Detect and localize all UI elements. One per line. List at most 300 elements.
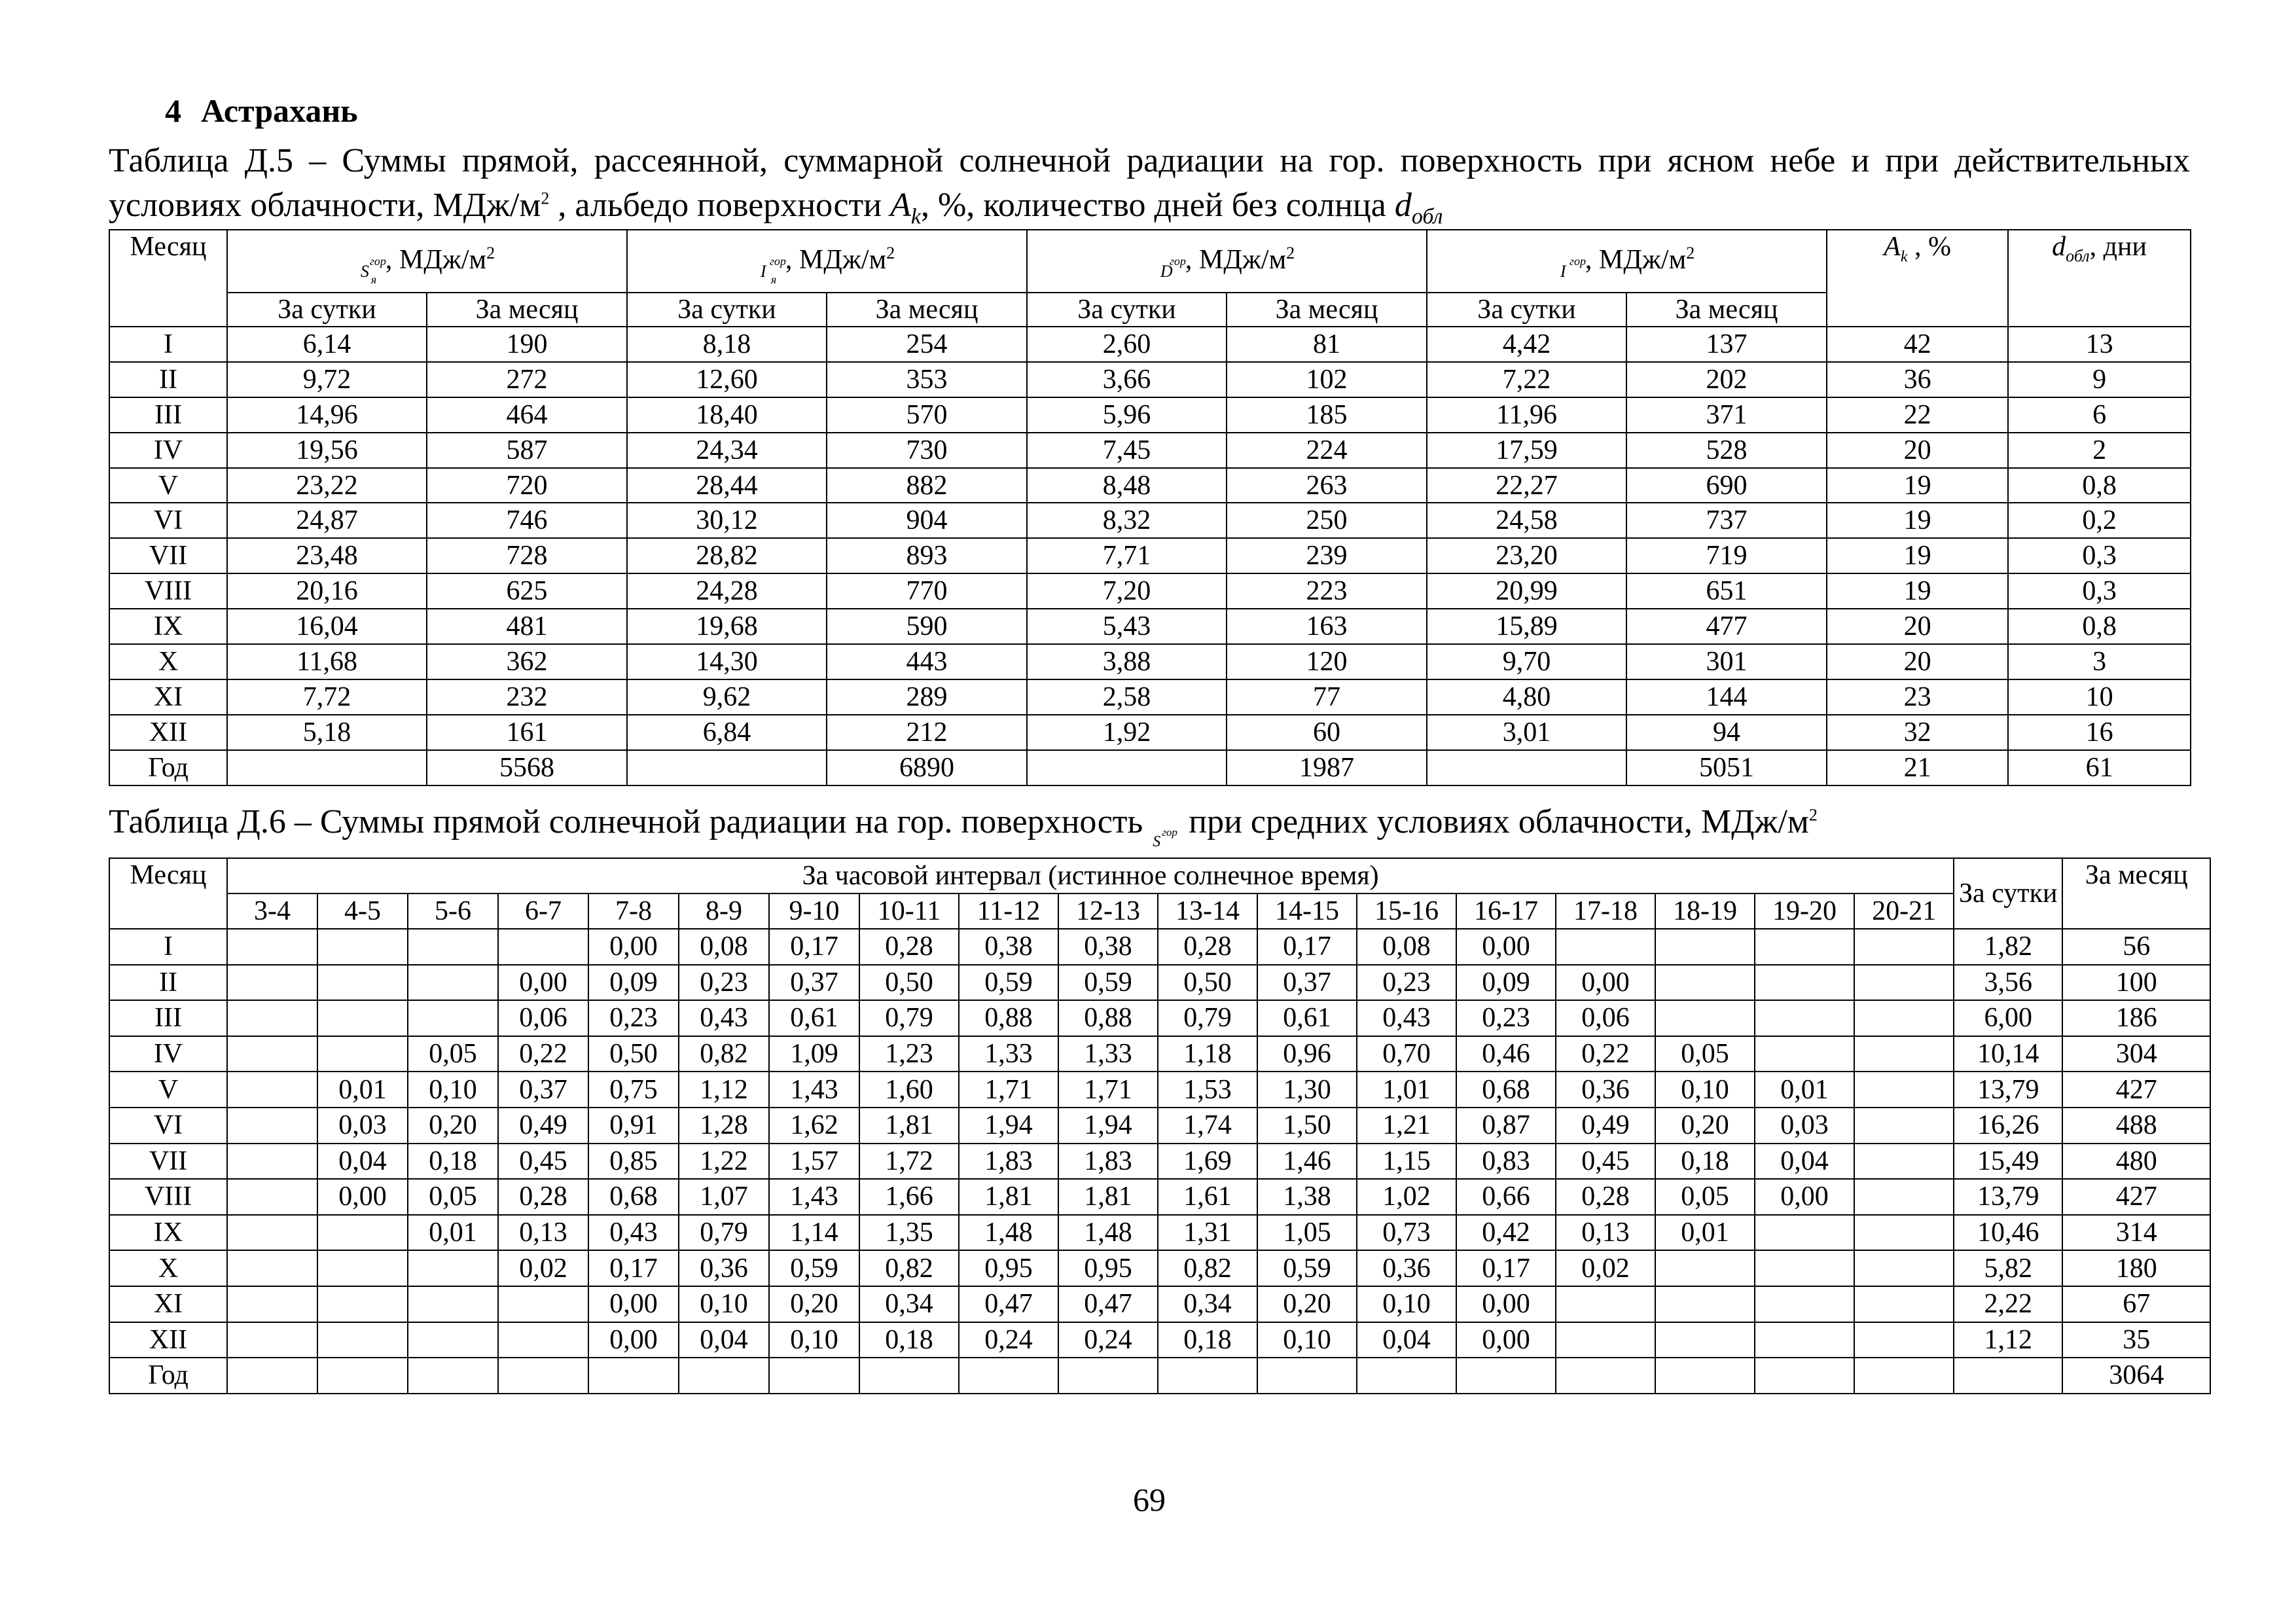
value-cell: 0,13	[498, 1215, 588, 1251]
table-row	[109, 1000, 2210, 1036]
value-cell: 651	[1626, 573, 1827, 609]
value-cell: 0,00	[1556, 965, 1655, 1001]
value-cell: 0,00	[317, 1179, 408, 1215]
value-cell: 0,01	[408, 1215, 498, 1251]
month-cell: VIII	[109, 1179, 227, 1215]
value-cell: 2	[2008, 433, 2191, 468]
value-cell: 7,20	[1027, 573, 1227, 609]
value-cell: 0,70	[1357, 1036, 1456, 1072]
value-cell: 1,69	[1158, 1144, 1257, 1180]
value-cell: 0,36	[1556, 1072, 1655, 1108]
value-cell: 5,82	[1954, 1250, 2062, 1286]
value-cell: 0,05	[408, 1036, 498, 1072]
value-cell: 20,16	[227, 573, 427, 609]
value-cell	[1755, 1322, 1854, 1358]
value-cell: 904	[827, 503, 1027, 538]
total-actual-header: I гор , МДж/$м^2$	[1427, 230, 1827, 293]
value-cell	[1655, 965, 1755, 1001]
table-row	[109, 715, 2191, 750]
table-row	[109, 750, 2191, 785]
value-cell: 1,33	[959, 1036, 1058, 1072]
value-cell	[1655, 1286, 1755, 1322]
value-cell: 212	[827, 715, 1027, 750]
value-cell: 0,04	[317, 1144, 408, 1180]
value-cell: 30,12	[627, 503, 827, 538]
per-month-header: За месяц	[1227, 293, 1427, 327]
value-cell: 730	[827, 433, 1027, 468]
value-cell	[408, 965, 498, 1001]
value-cell: 3,66	[1027, 362, 1227, 397]
value-cell	[498, 1358, 588, 1394]
value-cell	[317, 1250, 408, 1286]
caption-subscript: обл	[1411, 204, 1443, 229]
caption-text: , %, количество дней без солнца	[920, 187, 1395, 224]
value-cell: 0,43	[1357, 1000, 1456, 1036]
value-cell	[1854, 1250, 1954, 1286]
value-cell: 371	[1626, 397, 1827, 433]
value-cell: 1,57	[769, 1144, 859, 1180]
caption-symbol: d	[1394, 187, 1412, 224]
value-cell	[1655, 1358, 1755, 1394]
value-cell: 0,10	[1257, 1322, 1357, 1358]
value-cell: 0,06	[1556, 1000, 1655, 1036]
value-cell: 0,49	[498, 1108, 588, 1144]
value-cell	[227, 1072, 317, 1108]
value-cell: 1,81	[859, 1108, 959, 1144]
value-cell: 0,83	[1456, 1144, 1556, 1180]
value-cell: 0,37	[1257, 965, 1357, 1001]
per-month-header: За месяц	[2062, 858, 2210, 929]
value-cell: 0,43	[679, 1000, 769, 1036]
value-cell: 0,59	[1058, 965, 1158, 1001]
table-row	[109, 1072, 2210, 1108]
value-cell: 22,27	[1427, 468, 1626, 503]
table-row	[109, 1215, 2210, 1251]
value-cell: 1,12	[679, 1072, 769, 1108]
value-cell: 770	[827, 573, 1027, 609]
value-cell	[227, 1000, 317, 1036]
value-cell: 353	[827, 362, 1027, 397]
value-cell	[317, 1215, 408, 1251]
month-cell: II	[109, 362, 227, 397]
value-cell: 24,28	[627, 573, 827, 609]
value-cell: 1,21	[1357, 1108, 1456, 1144]
value-cell	[227, 965, 317, 1001]
value-cell	[1456, 1358, 1556, 1394]
value-cell: 728	[427, 538, 627, 573]
value-cell: 15,49	[1954, 1144, 2062, 1180]
value-cell: 0,36	[679, 1250, 769, 1286]
value-cell: 1,07	[679, 1179, 769, 1215]
value-cell	[1755, 1036, 1854, 1072]
interval-cell: 4-5	[317, 893, 408, 929]
value-cell: 0,38	[1058, 929, 1158, 965]
value-cell: 1,09	[769, 1036, 859, 1072]
value-cell	[1854, 1358, 1954, 1394]
table-row	[109, 327, 2191, 362]
sunless-days-header: $d_{обл}$, дни	[2008, 230, 2191, 327]
value-cell	[317, 929, 408, 965]
value-cell: 0,28	[498, 1179, 588, 1215]
table-row	[109, 929, 2210, 965]
value-cell	[679, 1358, 769, 1394]
month-cell: II	[109, 965, 227, 1001]
value-cell: 0,20	[769, 1286, 859, 1322]
month-cell: IV	[109, 1036, 227, 1072]
per-day-header: За сутки	[1427, 293, 1626, 327]
value-cell: 1,92	[1027, 715, 1227, 750]
value-cell: 1,74	[1158, 1108, 1257, 1144]
table-5	[109, 229, 2191, 786]
value-cell	[1027, 750, 1227, 785]
value-cell: 0,42	[1456, 1215, 1556, 1251]
value-cell	[1427, 750, 1626, 785]
table-row	[109, 965, 2210, 1001]
caption-text: при средних условиях облачности, МДж/м	[1180, 803, 1809, 840]
value-cell: 0,37	[769, 965, 859, 1001]
value-cell: 0,10	[679, 1286, 769, 1322]
month-cell: III	[109, 397, 227, 433]
value-cell: 0,79	[1158, 1000, 1257, 1036]
value-cell: 0,79	[859, 1000, 959, 1036]
value-cell	[1755, 1250, 1854, 1286]
value-cell: 0,20	[408, 1108, 498, 1144]
value-cell: 20,99	[1427, 573, 1626, 609]
value-cell	[627, 750, 827, 785]
value-cell: 0,37	[498, 1072, 588, 1108]
value-cell: 1,83	[1058, 1144, 1158, 1180]
value-cell: 0,59	[1257, 1250, 1357, 1286]
value-cell: 23,20	[1427, 538, 1626, 573]
value-cell	[1854, 965, 1954, 1001]
caption-symbol: A	[890, 187, 911, 224]
value-cell: 0,08	[1357, 929, 1456, 965]
value-cell: 0,50	[588, 1036, 679, 1072]
interval-cell: 20-21	[1854, 893, 1954, 929]
value-cell	[959, 1358, 1058, 1394]
value-cell: 0,17	[769, 929, 859, 965]
value-cell: 0,10	[408, 1072, 498, 1108]
value-cell	[1854, 1108, 1954, 1144]
table-row	[109, 468, 2191, 503]
value-cell: 0,28	[1158, 929, 1257, 965]
value-cell: 0,09	[1456, 965, 1556, 1001]
month-cell: VII	[109, 1144, 227, 1180]
value-cell	[1556, 1322, 1655, 1358]
value-cell: 67	[2062, 1286, 2210, 1322]
value-cell	[1655, 1000, 1755, 1036]
value-cell: 0,00	[588, 1286, 679, 1322]
value-cell: 2,60	[1027, 327, 1227, 362]
table-6	[109, 857, 2211, 1394]
value-cell	[408, 1358, 498, 1394]
value-cell: 301	[1626, 644, 1827, 679]
value-cell: 3064	[2062, 1358, 2210, 1394]
value-cell: 1,43	[769, 1179, 859, 1215]
per-day-header: За сутки	[227, 293, 427, 327]
value-cell: 590	[827, 609, 1027, 644]
table-row	[109, 1144, 2210, 1180]
value-cell: 1,60	[859, 1072, 959, 1108]
value-cell	[227, 1144, 317, 1180]
value-cell: 28,82	[627, 538, 827, 573]
value-cell: 1,12	[1954, 1322, 2062, 1358]
value-cell: 477	[1626, 609, 1827, 644]
value-cell	[1854, 1000, 1954, 1036]
value-cell: 263	[1227, 468, 1427, 503]
value-cell: 1,81	[1058, 1179, 1158, 1215]
section-heading	[165, 92, 358, 130]
value-cell	[1854, 1179, 1954, 1215]
value-cell	[498, 1286, 588, 1322]
value-cell: 0,23	[1456, 1000, 1556, 1036]
value-cell: 362	[427, 644, 627, 679]
value-cell: 719	[1626, 538, 1827, 573]
value-cell: 882	[827, 468, 1027, 503]
value-cell	[1556, 1358, 1655, 1394]
value-cell: 10	[2008, 679, 2191, 715]
value-cell: 0,02	[1556, 1250, 1655, 1286]
value-cell: 304	[2062, 1036, 2210, 1072]
caption-superscript: 2	[541, 189, 550, 208]
value-cell	[227, 1108, 317, 1144]
value-cell: 289	[827, 679, 1027, 715]
interval-cell: 14-15	[1257, 893, 1357, 929]
value-cell	[1854, 1286, 1954, 1322]
value-cell: 1,01	[1357, 1072, 1456, 1108]
value-cell: 0,50	[1158, 965, 1257, 1001]
value-cell	[1655, 1250, 1755, 1286]
value-cell	[1755, 929, 1854, 965]
value-cell: 6,00	[1954, 1000, 2062, 1036]
value-cell: 1,94	[1058, 1108, 1158, 1144]
per-day-header: За сутки	[1027, 293, 1227, 327]
value-cell: 1,48	[959, 1215, 1058, 1251]
value-cell: 1,50	[1257, 1108, 1357, 1144]
value-cell: 0,61	[769, 1000, 859, 1036]
table-row	[109, 1286, 2210, 1322]
value-cell	[317, 1322, 408, 1358]
value-cell	[1058, 1358, 1158, 1394]
interval-cell: 3-4	[227, 893, 317, 929]
value-cell: 20	[1827, 644, 2008, 679]
value-cell: 0,28	[859, 929, 959, 965]
value-cell: 2,22	[1954, 1286, 2062, 1322]
value-cell	[408, 1286, 498, 1322]
table-row	[109, 1322, 2210, 1358]
value-cell: 9,72	[227, 362, 427, 397]
caption-text: Таблица Д.6 – Суммы прямой солнечной радиации на гор. поверхность	[109, 803, 1152, 840]
value-cell: 21	[1827, 750, 2008, 785]
value-cell: 0,17	[1456, 1250, 1556, 1286]
value-cell: 32	[1827, 715, 2008, 750]
value-cell: 0,00	[588, 929, 679, 965]
value-cell: 1987	[1227, 750, 1427, 785]
interval-cell: 13-14	[1158, 893, 1257, 929]
value-cell: 1,15	[1357, 1144, 1456, 1180]
value-cell	[1158, 1358, 1257, 1394]
value-cell: 5,18	[227, 715, 427, 750]
interval-cell: 15-16	[1357, 893, 1456, 929]
direct-clear-header: S гор я , МДж/$м^2$	[227, 230, 627, 293]
value-cell: 0,10	[1655, 1072, 1755, 1108]
value-cell: 0,10	[1357, 1286, 1456, 1322]
interval-cell: 8-9	[679, 893, 769, 929]
value-cell: 0,05	[408, 1179, 498, 1215]
value-cell	[227, 750, 427, 785]
value-cell: 14,96	[227, 397, 427, 433]
value-cell: 223	[1227, 573, 1427, 609]
value-cell: 443	[827, 644, 1027, 679]
value-cell: 0,85	[588, 1144, 679, 1180]
value-cell: 1,48	[1058, 1215, 1158, 1251]
page-number: 69	[1133, 1481, 1166, 1518]
month-cell: X	[109, 644, 227, 679]
value-cell: 746	[427, 503, 627, 538]
value-cell: 720	[427, 468, 627, 503]
value-cell: 0,95	[1058, 1250, 1158, 1286]
value-cell	[227, 1179, 317, 1215]
value-cell: 23	[1827, 679, 2008, 715]
total-clear-header: I гор я , МДж/$м^2$	[627, 230, 1027, 293]
value-cell: 0,49	[1556, 1108, 1655, 1144]
month-cell: X	[109, 1250, 227, 1286]
interval-cell: 10-11	[859, 893, 959, 929]
value-cell: 19	[1827, 468, 2008, 503]
value-cell: 12,60	[627, 362, 827, 397]
value-cell: 19	[1827, 503, 2008, 538]
value-cell: 1,94	[959, 1108, 1058, 1144]
value-cell: 163	[1227, 609, 1427, 644]
value-cell: 14,30	[627, 644, 827, 679]
value-cell	[317, 1036, 408, 1072]
value-cell: 0,59	[769, 1250, 859, 1286]
value-cell	[317, 1000, 408, 1036]
value-cell: 0,20	[1655, 1108, 1755, 1144]
value-cell: 10,46	[1954, 1215, 2062, 1251]
value-cell: 7,22	[1427, 362, 1626, 397]
value-cell: 16,04	[227, 609, 427, 644]
value-cell	[227, 1358, 317, 1394]
value-cell: 17,59	[1427, 433, 1626, 468]
value-cell	[408, 1322, 498, 1358]
value-cell: 20	[1827, 609, 2008, 644]
value-cell: 15,89	[1427, 609, 1626, 644]
value-cell	[1854, 1215, 1954, 1251]
month-cell: Год	[109, 1358, 227, 1394]
value-cell: 36	[1827, 362, 2008, 397]
interval-cell: 16-17	[1456, 893, 1556, 929]
value-cell: 0,24	[1058, 1322, 1158, 1358]
value-cell: 0,3	[2008, 573, 2191, 609]
caption-subscript: k	[910, 204, 921, 229]
value-cell: 11,96	[1427, 397, 1626, 433]
value-cell: 16	[2008, 715, 2191, 750]
value-cell: 8,48	[1027, 468, 1227, 503]
value-cell: 0,00	[588, 1322, 679, 1358]
month-cell: I	[109, 327, 227, 362]
value-cell: 190	[427, 327, 627, 362]
value-cell: 9,70	[1427, 644, 1626, 679]
value-cell: 5,43	[1027, 609, 1227, 644]
value-cell: 16,26	[1954, 1108, 2062, 1144]
value-cell: 13,79	[1954, 1072, 2062, 1108]
value-cell	[227, 1036, 317, 1072]
value-cell: 4,80	[1427, 679, 1626, 715]
value-cell: 1,46	[1257, 1144, 1357, 1180]
value-cell: 0,45	[1556, 1144, 1655, 1180]
value-cell: 9	[2008, 362, 2191, 397]
table-row	[109, 644, 2191, 679]
value-cell: 1,43	[769, 1072, 859, 1108]
value-cell: 7,71	[1027, 538, 1227, 573]
month-cell: V	[109, 1072, 227, 1108]
value-cell: 8,18	[627, 327, 827, 362]
value-cell: 3	[2008, 644, 2191, 679]
value-cell: 0,09	[588, 965, 679, 1001]
value-cell: 232	[427, 679, 627, 715]
table-row	[109, 1250, 2210, 1286]
value-cell: 0,82	[679, 1036, 769, 1072]
value-cell	[498, 929, 588, 965]
table-row	[109, 1179, 2210, 1215]
value-cell: 0,68	[1456, 1072, 1556, 1108]
value-cell: 5051	[1626, 750, 1827, 785]
value-cell	[408, 1000, 498, 1036]
table-row	[109, 1358, 2210, 1394]
value-cell: 0,91	[588, 1108, 679, 1144]
value-cell	[1854, 1036, 1954, 1072]
value-cell: 1,83	[959, 1144, 1058, 1180]
value-cell: 0,00	[1755, 1179, 1854, 1215]
value-cell: 480	[2062, 1144, 2210, 1180]
value-cell: 488	[2062, 1108, 2210, 1144]
value-cell	[1854, 1072, 1954, 1108]
value-cell: 144	[1626, 679, 1827, 715]
value-cell: 0,00	[498, 965, 588, 1001]
value-cell	[498, 1322, 588, 1358]
value-cell: 6,84	[627, 715, 827, 750]
value-cell: 254	[827, 327, 1027, 362]
value-cell: 0,23	[1357, 965, 1456, 1001]
value-cell: 0,22	[1556, 1036, 1655, 1072]
value-cell: 8,32	[1027, 503, 1227, 538]
value-cell	[1556, 929, 1655, 965]
month-cell: I	[109, 929, 227, 965]
value-cell: 24,58	[1427, 503, 1626, 538]
table-row	[109, 503, 2191, 538]
value-cell	[317, 965, 408, 1001]
per-day-header: За сутки	[1954, 858, 2062, 929]
value-cell	[1655, 1322, 1755, 1358]
value-cell: 1,35	[859, 1215, 959, 1251]
value-cell: 0,3	[2008, 538, 2191, 573]
value-cell: 0,68	[588, 1179, 679, 1215]
month-cell: IV	[109, 433, 227, 468]
value-cell: 3,01	[1427, 715, 1626, 750]
value-cell: 0,88	[959, 1000, 1058, 1036]
caption-text: Таблица Д.5 – Суммы прямой, рассеянной, суммарной солнечной радиации на гор. поверхность при ясном небе и при действительных условиях облачности, МДж/м	[109, 142, 2190, 224]
value-cell: 137	[1626, 327, 1827, 362]
value-cell: 6	[2008, 397, 2191, 433]
value-cell: 0,82	[1158, 1250, 1257, 1286]
value-cell: 1,71	[959, 1072, 1058, 1108]
value-cell	[588, 1358, 679, 1394]
value-cell: 0,82	[859, 1250, 959, 1286]
section-number: 4	[165, 92, 181, 129]
caption-superscript: 2	[1808, 805, 1818, 825]
value-cell: 0,73	[1357, 1215, 1456, 1251]
